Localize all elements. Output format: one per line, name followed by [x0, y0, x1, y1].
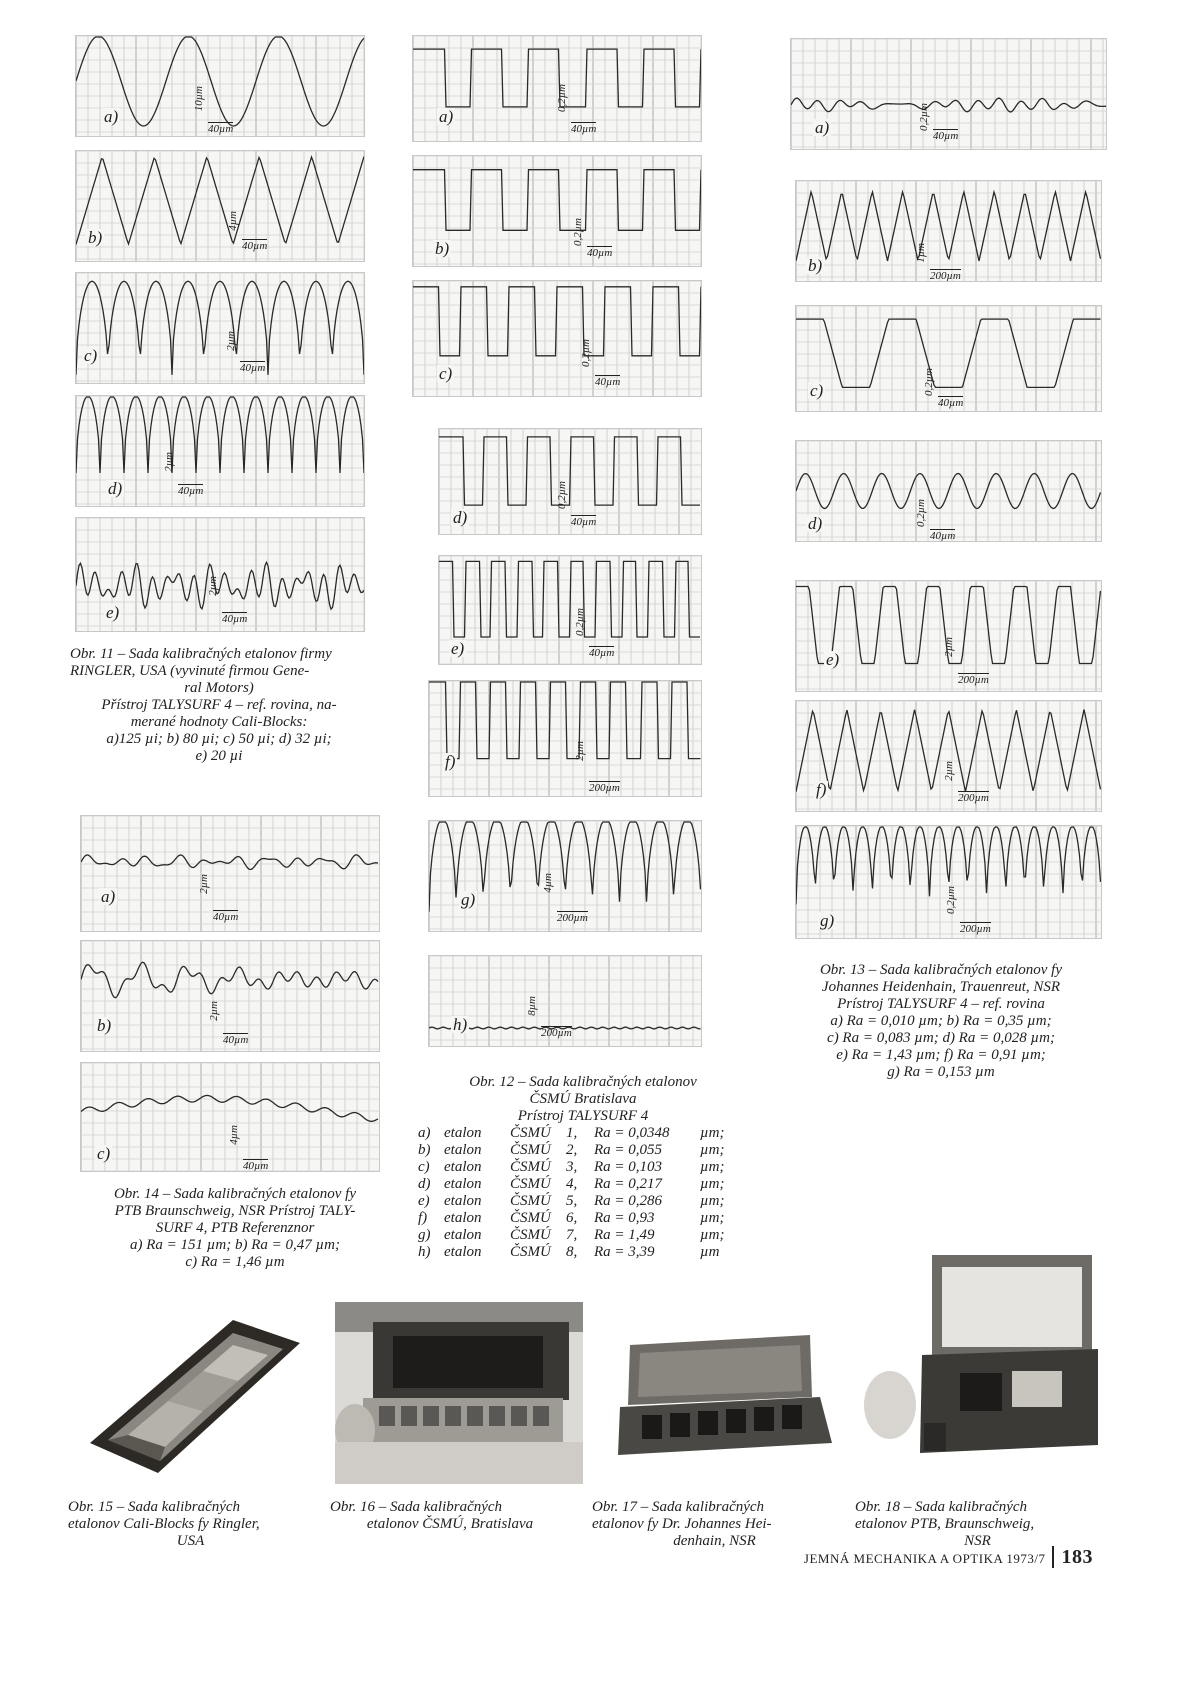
- profile-trace: [796, 192, 1101, 261]
- heidenhain-case-image: [600, 1305, 843, 1483]
- etalon-ra: Ra = 0,103: [594, 1159, 663, 1175]
- etalon-row: [418, 1142, 748, 1159]
- etalon-letter: h): [418, 1244, 431, 1260]
- recorder-trace: [76, 151, 364, 261]
- panel-label: b): [808, 256, 823, 275]
- etalon-num: 6,: [566, 1210, 578, 1226]
- panel-label: a): [439, 107, 454, 126]
- etalon-word: etalon: [444, 1176, 482, 1192]
- etalon-ra: Ra = 0,0348: [594, 1125, 670, 1141]
- horizontal-scale: 40µm: [223, 1034, 249, 1046]
- vertical-scale: 2µm: [943, 761, 955, 781]
- fig12-panel-g: [428, 820, 702, 932]
- panel-label: b): [97, 1016, 112, 1035]
- etalon-letter: b): [418, 1142, 431, 1158]
- horizontal-scale: 40µm: [213, 911, 239, 923]
- caption-line: e) 20 µi: [195, 748, 243, 764]
- etalon-word: etalon: [444, 1142, 482, 1158]
- caption-line: USA: [176, 1533, 205, 1549]
- profile-trace: [439, 437, 700, 505]
- caption-line: Prístroj TALYSURF 4 – ref. rovina: [837, 996, 1045, 1012]
- horizontal-scale: 40µm: [933, 130, 959, 142]
- horizontal-scale: 40µm: [589, 647, 615, 659]
- caption-line: ral Motors): [184, 680, 254, 696]
- horizontal-scale: 40µm: [938, 397, 964, 409]
- photo-csmu: [335, 1302, 583, 1484]
- fig12-panel-c: [412, 280, 702, 397]
- caption-line: ČSMÚ Bratislava: [529, 1091, 637, 1107]
- page-footer: [804, 1546, 1093, 1569]
- photo-ptb: [862, 1245, 1102, 1483]
- fig14-panel-a: [80, 815, 380, 932]
- vertical-scale: 0,2µm: [556, 481, 568, 510]
- photo-heidenhain: [600, 1305, 843, 1483]
- caption-line: Obr. 12 – Sada kalibračných etalonov: [469, 1074, 697, 1090]
- fig12-panel-d: [438, 428, 702, 535]
- fig13-panel-e: [795, 580, 1102, 692]
- vertical-scale: 0,2µm: [574, 608, 586, 637]
- horizontal-scale: 40µm: [571, 123, 597, 135]
- fig13-panel-a: [790, 38, 1107, 150]
- vertical-scale: 2µm: [574, 741, 586, 761]
- etalon-lab: ČSMÚ: [510, 1142, 551, 1158]
- etalon-num: 1,: [566, 1125, 578, 1141]
- fig13-panel-b: [795, 180, 1102, 282]
- etalon-word: etalon: [444, 1210, 482, 1226]
- horizontal-scale: 200µm: [958, 674, 989, 686]
- caption-line: Prístroj TALYSURF 4: [517, 1108, 649, 1124]
- horizontal-scale: 40µm: [930, 530, 956, 542]
- panel-label: d): [108, 479, 123, 498]
- etalon-num: 8,: [566, 1244, 578, 1260]
- etalon-unit: µm;: [700, 1159, 725, 1175]
- horizontal-scale: 40µm: [595, 376, 621, 388]
- etalon-lab: ČSMÚ: [510, 1176, 551, 1192]
- panel-label: f): [445, 752, 456, 771]
- fig12-caption: [418, 1074, 748, 1125]
- caption-line: c) Ra = 0,083 µm; d) Ra = 0,028 µm;: [827, 1030, 1055, 1046]
- etalon-row: [418, 1176, 748, 1193]
- fig11-panel-e: [75, 517, 365, 632]
- etalon-letter: a): [418, 1125, 431, 1141]
- panel-label: e): [451, 639, 465, 658]
- recorder-trace: [796, 181, 1101, 281]
- horizontal-scale: 40µm: [587, 247, 613, 259]
- horizontal-scale: 200µm: [541, 1027, 572, 1039]
- horizontal-scale: 200µm: [958, 792, 989, 804]
- etalon-lab: ČSMÚ: [510, 1193, 551, 1209]
- horizontal-scale: 40µm: [571, 516, 597, 528]
- caption-line: a)125 µi; b) 80 µi; c) 50 µi; d) 32 µi;: [106, 731, 332, 747]
- vertical-scale: 4µm: [542, 873, 554, 893]
- caption-line: Přístroj TALYSURF 4 – ref. rovina, na-: [101, 697, 337, 713]
- cali-blocks-case-image: [68, 1295, 310, 1485]
- fig11-panel-a: [75, 35, 365, 137]
- horizontal-scale: 40µm: [243, 1160, 269, 1172]
- vertical-scale: 2µm: [198, 874, 210, 894]
- etalon-unit: µm;: [700, 1142, 725, 1158]
- journal-name: JEMNÁ MECHANIKA A OPTIKA 1973/7: [803, 1551, 1046, 1566]
- horizontal-scale: 200µm: [589, 782, 620, 794]
- photo-cali-blocks: [68, 1295, 310, 1485]
- panel-label: c): [97, 1144, 111, 1163]
- vertical-scale: 0,2µm: [580, 339, 592, 368]
- etalon-lab: ČSMÚ: [510, 1159, 551, 1175]
- profile-trace: [796, 474, 1101, 509]
- vertical-scale: 0,2µm: [945, 886, 957, 915]
- fig16-caption: [330, 1499, 570, 1533]
- profile-trace: [796, 319, 1101, 387]
- caption-line: Obr. 13 – Sada kalibračných etalonov fy: [819, 962, 1063, 978]
- caption-line: RINGLER, USA (vyvinuté firmou Gene-: [70, 663, 310, 679]
- fig12-panel-e: [438, 555, 702, 665]
- etalon-ra: Ra = 0,286: [594, 1193, 663, 1209]
- caption-line: SURF 4, PTB Referenznor: [155, 1220, 315, 1236]
- fig12-etalon-table: [418, 1125, 748, 1261]
- etalon-num: 2,: [566, 1142, 578, 1158]
- horizontal-scale: 200µm: [960, 923, 991, 935]
- recorder-trace: [796, 701, 1101, 811]
- recorder-trace: [439, 429, 701, 534]
- etalon-num: 3,: [566, 1159, 578, 1175]
- vertical-scale: 0,2µm: [572, 218, 584, 247]
- caption-line: denhain, NSR: [673, 1533, 756, 1549]
- panel-label: c): [439, 364, 453, 383]
- recorder-trace: [76, 273, 364, 383]
- caption-line: etalonov PTB, Braunschweig,: [855, 1516, 1035, 1532]
- etalon-ra: Ra = 0,217: [594, 1176, 663, 1192]
- panel-label: e): [826, 650, 840, 669]
- etalon-letter: f): [418, 1210, 428, 1226]
- etalon-letter: e): [418, 1193, 430, 1209]
- etalon-unit: µm;: [700, 1125, 725, 1141]
- recorder-trace: [439, 556, 701, 664]
- fig13-panel-c: [795, 305, 1102, 412]
- horizontal-scale: 200µm: [557, 912, 588, 924]
- fig13-panel-d: [795, 440, 1102, 542]
- etalon-row: [418, 1227, 748, 1244]
- caption-line: etalonov ČSMÚ, Bratislava: [366, 1516, 534, 1532]
- etalon-unit: µm;: [700, 1210, 725, 1226]
- fig11-caption: [70, 646, 368, 765]
- vertical-scale: 4µm: [228, 1125, 240, 1145]
- etalon-ra: Ra = 3,39: [594, 1244, 655, 1260]
- panel-label: f): [816, 780, 827, 799]
- caption-line: merané hodnoty Cali-Blocks:: [130, 714, 308, 730]
- caption-line: c) Ra = 1,46 µm: [185, 1254, 285, 1270]
- caption-line: g) Ra = 0,153 µm: [887, 1064, 995, 1080]
- horizontal-scale: 40µm: [178, 485, 204, 497]
- vertical-scale: 10µm: [193, 86, 205, 112]
- caption-line: NSR: [964, 1533, 991, 1549]
- etalon-lab: ČSMÚ: [510, 1244, 551, 1260]
- fig11-panel-b: [75, 150, 365, 262]
- panel-label: a): [815, 118, 830, 137]
- etalon-ra: Ra = 0,93: [594, 1210, 655, 1226]
- caption-line: PTB Braunschweig, NSR Prístroj TALY-: [114, 1203, 356, 1219]
- horizontal-scale: 40µm: [240, 362, 266, 374]
- fig14-panel-c: [80, 1062, 380, 1172]
- profile-trace: [81, 962, 378, 998]
- panel-label: e): [106, 603, 120, 622]
- fig15-caption: [68, 1499, 313, 1550]
- panel-label: g): [461, 890, 476, 909]
- etalon-unit: µm;: [700, 1193, 725, 1209]
- caption-line: Obr. 15 – Sada kalibračných: [68, 1499, 241, 1515]
- fig14-panel-b: [80, 940, 380, 1052]
- etalon-word: etalon: [444, 1125, 482, 1141]
- etalon-unit: µm;: [700, 1176, 725, 1192]
- etalon-word: etalon: [444, 1227, 482, 1243]
- vertical-scale: 0,2µm: [918, 103, 930, 132]
- etalon-num: 4,: [566, 1176, 578, 1192]
- recorder-trace: [413, 281, 701, 396]
- caption-line: Obr. 18 – Sada kalibračných: [855, 1499, 1028, 1515]
- caption-line: Obr. 17 – Sada kalibračných: [592, 1499, 765, 1515]
- vertical-scale: 2µm: [163, 452, 175, 472]
- caption-line: Johannes Heidenhain, Trauenreut, NSR: [821, 979, 1061, 995]
- etalon-letter: c): [418, 1159, 430, 1175]
- caption-line: e) Ra = 1,43 µm; f) Ra = 0,91 µm;: [836, 1047, 1046, 1063]
- caption-line: Obr. 14 – Sada kalibračných etalonov fy: [113, 1186, 357, 1202]
- etalon-row: [418, 1210, 748, 1227]
- fig11-panel-c: [75, 272, 365, 384]
- caption-line: etalonov Cali-Blocks fy Ringler,: [68, 1516, 260, 1532]
- fig12-panel-a: [412, 35, 702, 142]
- etalon-word: etalon: [444, 1193, 482, 1209]
- caption-line: a) Ra = 151 µm; b) Ra = 0,47 µm;: [130, 1237, 340, 1253]
- recorder-trace: [81, 1063, 379, 1171]
- vertical-scale: 0,2µm: [915, 499, 927, 528]
- caption-line: Obr. 11 – Sada kalibračných etalonov firmy: [70, 646, 332, 662]
- profile-trace: [429, 682, 701, 759]
- vertical-scale: 2µm: [207, 576, 219, 596]
- recorder-trace: [796, 441, 1101, 541]
- fig18-caption: [855, 1499, 1100, 1550]
- etalon-ra: Ra = 0,055: [594, 1142, 663, 1158]
- etalon-lab: ČSMÚ: [510, 1227, 551, 1243]
- fig12-panel-b: [412, 155, 702, 267]
- panel-label: d): [453, 508, 468, 527]
- vertical-scale: 0,2µm: [556, 84, 568, 113]
- etalon-unit: µm: [700, 1244, 720, 1260]
- fig12-panel-f: [428, 680, 702, 797]
- vertical-scale: 8µm: [526, 996, 538, 1016]
- profile-trace: [791, 98, 1106, 112]
- etalon-lab: ČSMÚ: [510, 1125, 551, 1141]
- etalon-lab: ČSMÚ: [510, 1210, 551, 1226]
- recorder-trace: [413, 156, 701, 266]
- page-number: 183: [1052, 1546, 1094, 1568]
- vertical-scale: 1µm: [915, 243, 927, 263]
- etalon-num: 7,: [566, 1227, 578, 1243]
- etalon-letter: d): [418, 1176, 431, 1192]
- fig14-caption: [70, 1186, 400, 1271]
- fig13-panel-f: [795, 700, 1102, 812]
- panel-label: a): [101, 887, 116, 906]
- etalon-row: [418, 1193, 748, 1210]
- panel-label: g): [820, 911, 835, 930]
- horizontal-scale: 200µm: [930, 270, 961, 282]
- etalon-row: [418, 1125, 748, 1142]
- etalon-unit: µm;: [700, 1227, 725, 1243]
- caption-line: a) Ra = 0,010 µm; b) Ra = 0,35 µm;: [830, 1013, 1052, 1029]
- fig17-caption: [592, 1499, 837, 1550]
- recorder-trace: [429, 681, 701, 796]
- panel-label: h): [453, 1015, 468, 1034]
- panel-label: b): [435, 239, 450, 258]
- panel-label: d): [808, 514, 823, 533]
- etalon-num: 5,: [566, 1193, 578, 1209]
- profile-trace: [81, 855, 378, 870]
- panel-label: a): [104, 107, 119, 126]
- etalon-row: [418, 1159, 748, 1176]
- vertical-scale: 2µm: [943, 637, 955, 657]
- fig13-caption: [776, 962, 1106, 1081]
- panel-label: c): [84, 346, 98, 365]
- panel-label: b): [88, 228, 103, 247]
- profile-trace: [439, 561, 700, 637]
- etalon-word: etalon: [444, 1244, 482, 1260]
- horizontal-scale: 40µm: [242, 240, 268, 252]
- vertical-scale: 0,2µm: [923, 368, 935, 397]
- csmu-case-image: [335, 1302, 583, 1484]
- fig13-panel-g: [795, 825, 1102, 939]
- etalon-row: [418, 1244, 748, 1261]
- caption-line: etalonov fy Dr. Johannes Hei-: [592, 1516, 772, 1532]
- etalon-letter: g): [418, 1227, 431, 1243]
- fig11-panel-d: [75, 395, 365, 507]
- vertical-scale: 2µm: [208, 1001, 220, 1021]
- caption-line: Obr. 16 – Sada kalibračných: [330, 1499, 503, 1515]
- recorder-trace: [796, 826, 1101, 938]
- etalon-word: etalon: [444, 1159, 482, 1175]
- vertical-scale: 2µm: [225, 331, 237, 351]
- etalon-ra: Ra = 1,49: [594, 1227, 655, 1243]
- fig12-panel-h: [428, 955, 702, 1047]
- panel-label: c): [810, 381, 824, 400]
- vertical-scale: 4µm: [227, 211, 239, 231]
- horizontal-scale: 40µm: [208, 123, 234, 135]
- horizontal-scale: 40µm: [222, 613, 248, 625]
- ptb-case-image: [862, 1245, 1102, 1483]
